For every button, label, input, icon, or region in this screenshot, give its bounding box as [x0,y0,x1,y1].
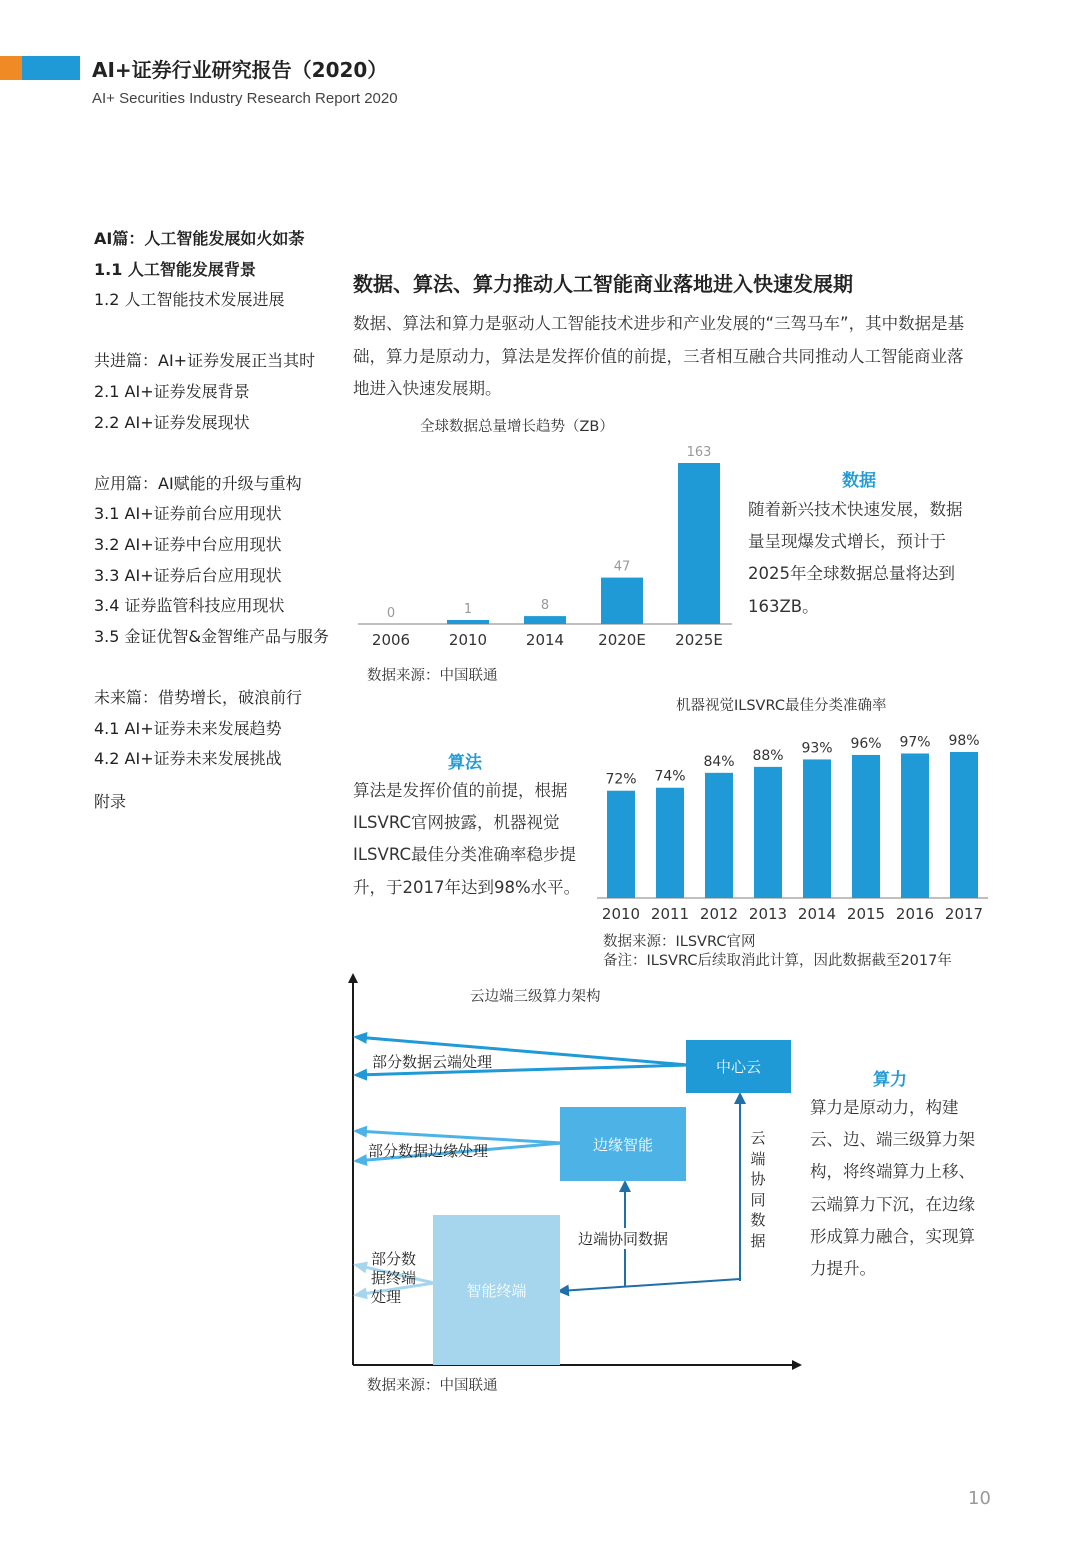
toc-item[interactable]: AI篇：人工智能发展如火如荼 [94,229,305,248]
toc-item[interactable]: 应用篇：AI赋能的升级与重构 [94,473,302,493]
toc-item[interactable]: 3.5 金证优智&金智维产品与服务 [94,626,330,646]
terminal-processing-label [371,1250,416,1307]
edge-intelligence-label: 边缘智能 [592,1135,653,1154]
toc-item[interactable]: 未来篇：借势增长，破浪前行 [94,687,303,707]
data-label: 8 [540,598,550,614]
bar [705,773,733,898]
toc-item[interactable]: 4.1 AI+证券未来发展趋势 [94,718,282,738]
bar [901,753,929,898]
table-of-contents [94,224,354,817]
toc-item[interactable]: 3.2 AI+证券中台应用现状 [94,534,282,554]
data-heading: 数据 [842,471,876,491]
x-tick-label: 2006 [371,631,411,649]
bar [447,620,489,624]
bar [524,616,566,624]
x-tick-label: 2011 [650,905,690,923]
data-label: 47 [613,559,631,575]
bar [754,767,782,898]
intro-paragraph: 数据、算法和算力是驱动人工智能技术进步和产业发展的“三驾马车”，其中数据是基础，算力是原动力，算法是发挥价值的前提，三者相互融合共同推动人工智能商业落地进入快速发展期。 [353,314,965,398]
bar [607,791,635,898]
data-label: 97% [899,734,931,751]
terminal-processing-line: 据终端 [371,1269,417,1287]
x-tick-label: 2015 [846,905,886,923]
x-tick-label: 2014 [525,631,565,649]
compute-description: 算力是原动力，构建云、边、端三级算力架构，将终端算力上移、云端算力下沉，在边缘形成算力融合，实现算力提升。 [810,1098,975,1279]
header-accent-orange [0,56,22,80]
edge-intelligence-box [560,1107,686,1181]
data-source-note: 数据来源：中国联通 [367,668,498,684]
to-terminal-arrow [560,1279,740,1291]
data-description: 随着新兴技术快速发展，数据量呈现爆发式增长，预计于2025年全球数据总量将达到163ZB。 [748,500,963,616]
toc-item[interactable]: 2.1 AI+证券发展背景 [94,381,250,401]
header-accent-blue [22,56,80,80]
edge-processing-label: 部分数据边缘处理 [368,1142,489,1160]
center-cloud-label: 中心云 [715,1058,761,1076]
bar [601,578,643,624]
cloud-collab-char: 数 [750,1211,766,1229]
cloud-collab-char: 端 [750,1149,766,1168]
cloud-processing-label: 部分数据云端处理 [372,1053,493,1071]
data-label: 88% [752,747,784,764]
toc-item[interactable]: 3.1 AI+证券前台应用现状 [94,504,282,524]
smart-terminal-box [433,1215,560,1365]
ilsvrc-accuracy-chart [594,718,994,930]
cloud-collab-label [749,1128,767,1251]
compute-heading: 算力 [873,1070,907,1090]
diagram-source-note: 数据来源：中国联通 [367,1378,498,1394]
chart-title-data-volume: 全球数据总量增长趋势（ZB） [420,419,614,435]
bar [803,759,831,898]
data-label: 84% [703,753,735,770]
bar [950,752,978,898]
toc-item[interactable]: 2.2 AI+证券发展现状 [94,412,250,432]
data-label: 96% [850,735,882,752]
data-label: 98% [948,732,980,749]
data-label: 163 [686,445,712,460]
data-label: 93% [801,740,833,757]
data-label: 1 [463,602,473,617]
cloud-collab-char: 据 [750,1231,766,1250]
data-label: 74% [654,768,686,785]
ilsvrc-remark: 备注：ILSVRC后续取消此计算，因此数据截至2017年 [603,953,952,969]
toc-item[interactable]: 4.2 AI+证券未来发展挑战 [94,749,282,769]
toc-item[interactable]: 3.4 证券监管科技应用现状 [94,596,285,616]
data-volume-chart [350,440,740,655]
data-label: 72% [605,771,637,788]
algorithm-heading: 算法 [448,753,482,773]
x-tick-label: 2017 [944,905,984,923]
cloud-collab-char: 云 [750,1129,766,1147]
x-tick-label: 2012 [699,905,739,923]
cloud-collab-char: 同 [750,1190,766,1209]
bar [656,788,684,898]
center-cloud-box [686,1040,791,1093]
report-subtitle: AI+ Securities Industry Research Report 2020 [92,90,398,107]
diagram-title: 云边端三级算力架构 [470,989,601,1005]
x-tick-label: 2025E [675,631,723,649]
toc-item[interactable]: 共进篇：AI+证券发展正当其时 [94,351,316,371]
data-label: 0 [386,606,396,621]
section-title: 数据、算法、算力推动人工智能商业落地进入快速发展期 [353,272,853,296]
toc-item[interactable]: 1.2 人工智能技术发展进展 [94,290,285,310]
x-tick-label: 2010 [601,905,641,923]
algorithm-description: 算法是发挥价值的前提，根据ILSVRC官网披露，机器视觉ILSVRC最佳分类准确率稳步提升，于2017年达到98%水平。 [353,781,581,897]
terminal-processing-line: 处理 [371,1288,402,1306]
x-tick-label: 2014 [797,905,837,923]
x-tick-label: 2010 [448,631,488,649]
toc-item[interactable]: 3.3 AI+证券后台应用现状 [94,565,282,585]
smart-terminal-label: 智能终端 [466,1281,527,1300]
x-tick-label: 2016 [895,905,935,923]
bar [852,755,880,898]
page-number: 10 [968,1488,991,1509]
toc-item[interactable]: 1.1 人工智能发展背景 [94,259,256,279]
x-tick-label: 2020E [598,631,646,649]
bar [678,463,720,624]
edge-collab-label: 边端协同数据 [578,1230,669,1248]
cloud-collab-char: 协 [750,1170,766,1188]
report-title: AI+证券行业研究报告（2020） [92,58,388,82]
chart-title-ilsvrc: 机器视觉ILSVRC最佳分类准确率 [676,698,887,714]
x-tick-label: 2013 [748,905,788,923]
ilsvrc-source-note: 数据来源：ILSVRC官网 [603,934,756,950]
terminal-processing-line: 部分数 [371,1250,417,1268]
toc-item[interactable]: 附录 [94,791,127,811]
